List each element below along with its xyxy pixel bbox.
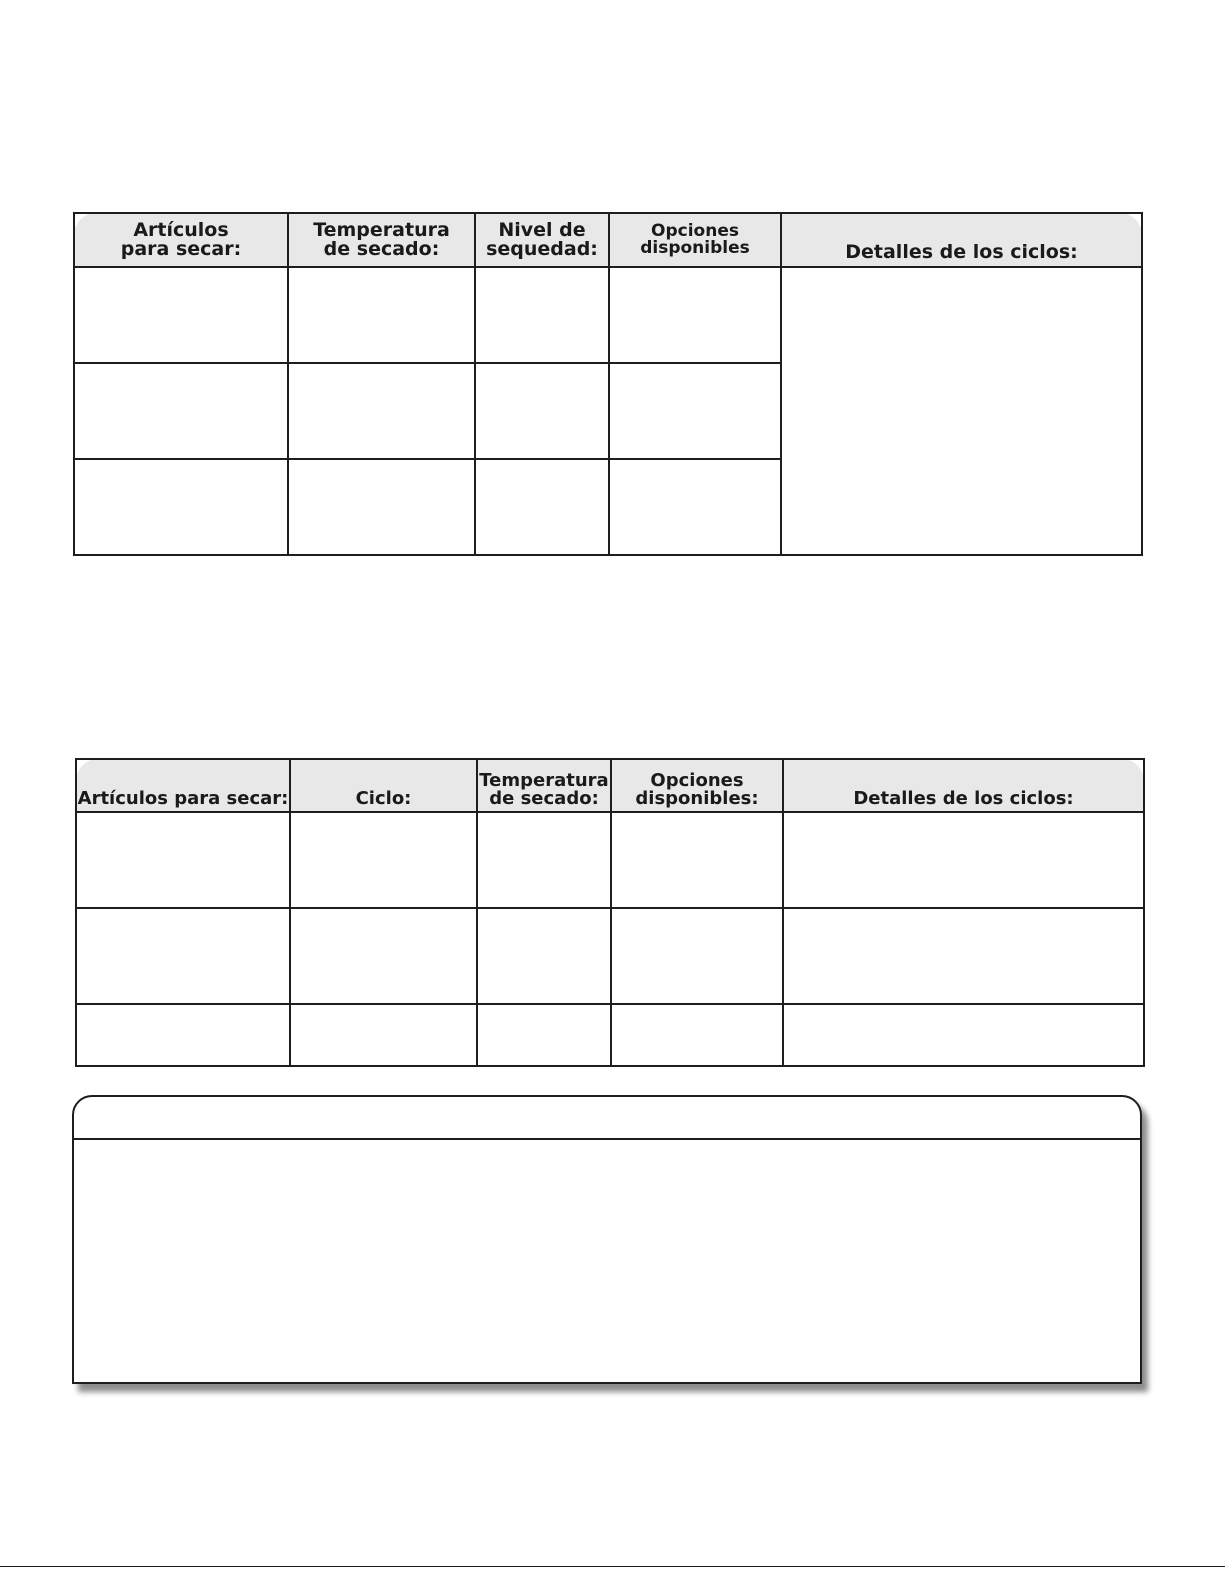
table-cell xyxy=(609,267,781,363)
table-header-row xyxy=(76,759,1144,812)
table-cell xyxy=(783,812,1144,908)
header-line: Temperatura xyxy=(479,770,609,791)
table-cell xyxy=(475,267,609,363)
table-cell xyxy=(477,908,611,1004)
table-header-row xyxy=(74,213,1142,267)
drying-table-1 xyxy=(73,212,1143,556)
header-nivel-sequedad xyxy=(475,213,609,267)
header-line: Artículos xyxy=(133,219,229,241)
table-cell xyxy=(76,908,290,1004)
table-cell xyxy=(783,908,1144,1004)
table-cell xyxy=(611,908,783,1004)
table-cell xyxy=(288,459,475,555)
table-cell xyxy=(74,363,288,459)
table-cell xyxy=(290,812,477,908)
page-bottom-rule xyxy=(0,1566,1225,1567)
header-temperatura xyxy=(477,759,611,812)
header-line: Artículos para secar: xyxy=(77,788,289,809)
notes-box-header xyxy=(74,1097,1140,1138)
table-cell xyxy=(74,459,288,555)
header-line: Detalles de los ciclos: xyxy=(853,788,1074,809)
table-cell xyxy=(475,459,609,555)
table-cell xyxy=(288,267,475,363)
header-line: de secado: xyxy=(323,238,440,260)
header-detalles xyxy=(783,759,1144,812)
table-cell xyxy=(76,812,290,908)
table-cell xyxy=(609,459,781,555)
table-cell xyxy=(611,812,783,908)
header-line: Ciclo: xyxy=(355,788,412,809)
header-line: Opciones xyxy=(650,770,744,791)
header-line: disponibles xyxy=(640,238,750,258)
table-cell xyxy=(290,1004,477,1066)
table-row xyxy=(76,908,1144,1004)
table-cell xyxy=(783,1004,1144,1066)
header-line: Opciones xyxy=(651,221,739,241)
header-line: Temperatura xyxy=(313,219,450,241)
table-cell xyxy=(609,363,781,459)
header-ciclo xyxy=(290,759,477,812)
header-line: Nivel de xyxy=(498,219,586,241)
header-line: Detalles de los ciclos: xyxy=(845,241,1078,263)
table-cell xyxy=(477,812,611,908)
drying-table-2 xyxy=(75,758,1145,1067)
table-cell xyxy=(290,908,477,1004)
table-row xyxy=(76,812,1144,908)
header-line: de secado: xyxy=(489,788,599,809)
header-line: para secar: xyxy=(120,238,242,260)
table-cell xyxy=(611,1004,783,1066)
table-row xyxy=(74,267,1142,363)
table-cell xyxy=(76,1004,290,1066)
table-cell xyxy=(477,1004,611,1066)
table-cell xyxy=(74,267,288,363)
header-line: sequedad: xyxy=(486,238,598,260)
table-row xyxy=(76,1004,1144,1066)
header-articulos xyxy=(74,213,288,267)
cycle-details-cell xyxy=(781,267,1142,555)
table-cell xyxy=(288,363,475,459)
notes-box-body xyxy=(74,1140,1140,1382)
notes-box xyxy=(72,1095,1142,1384)
header-temperatura xyxy=(288,213,475,267)
header-articulos xyxy=(76,759,290,812)
table-cell xyxy=(475,363,609,459)
header-line: disponibles: xyxy=(635,788,759,809)
header-detalles xyxy=(781,213,1142,267)
header-opciones xyxy=(609,213,781,267)
header-opciones xyxy=(611,759,783,812)
